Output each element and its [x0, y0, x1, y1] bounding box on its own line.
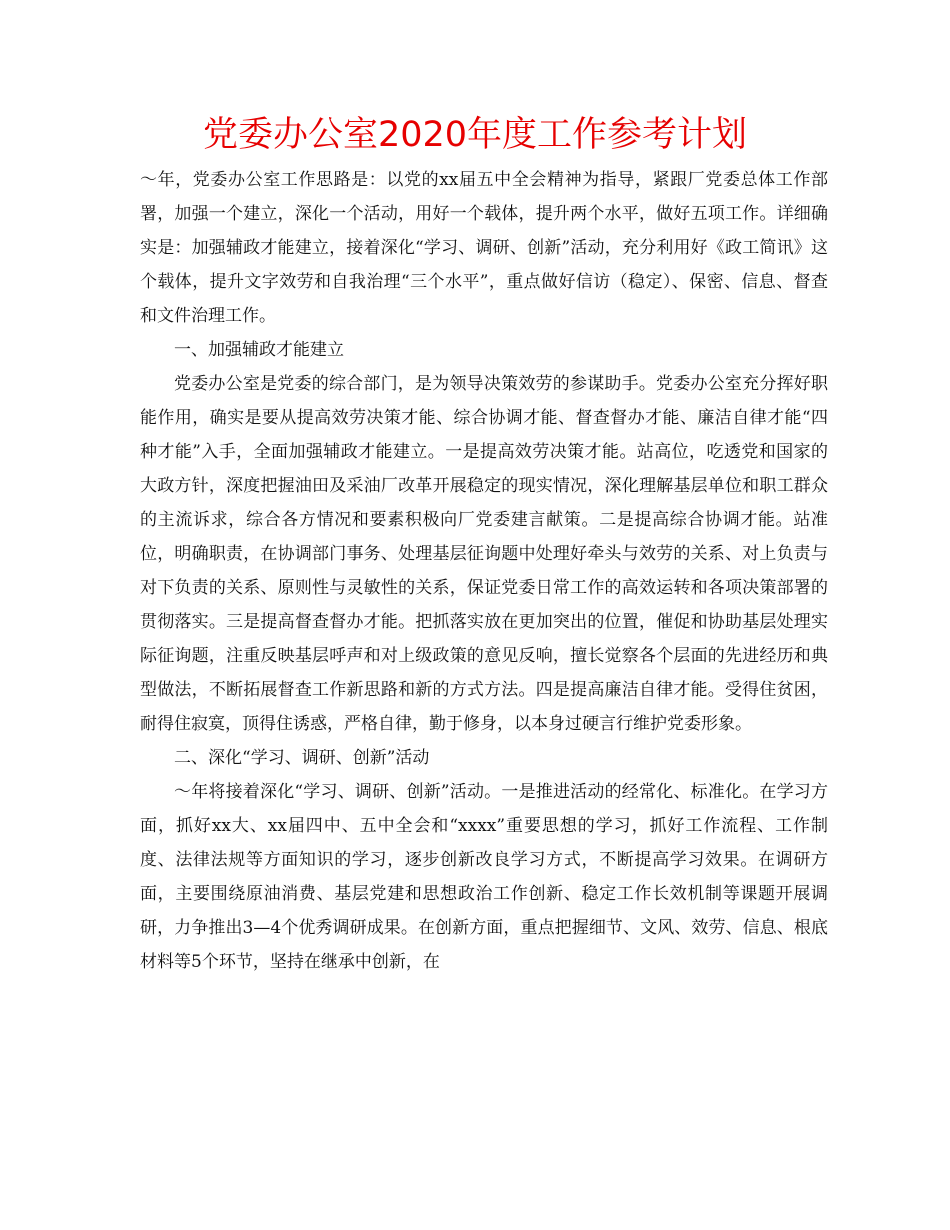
document-body [140, 163, 828, 979]
paragraph-intro: ～年，党委办公室工作思路是：以党的xx届五中全会精神为指导，紧跟厂党委总体工作部署，加强一个建立，深化一个活动，用好一个载体，提升两个水平，做好五项工作。详细确实是：加强辅政才能建立，接着深化“学习、调研、创新”活动，充分利用好《政工简讯》这个载体，提升文字效劳和自我治理“三个水平”，重点做好信访（稳定）、保密、信息、督查和文件治理工作。 [140, 170, 828, 326]
section-heading-2: 二、深化“学习、调研、创新”活动 [174, 748, 430, 768]
paragraph-section-2: ～年将接着深化“学习、调研、创新”活动。一是推进活动的经常化、标准化。在学习方面，抓好xx大、xx届四中、五中全会和“xxxx”重要思想的学习，抓好工作流程、工作制度、法律法规等方面知识的学习，逐步创新改良学习方式，不断提高学习效果。在调研方面，主要围绕原油消费、基层党建和思想政治工作创新、稳定工作长效机制等课题开展调研，力争推出3—4个优秀调研成果。在创新方面，重点把握细节、文风、效劳、信息、根底材料等5个环节，坚持在继承中创新，在 [140, 782, 828, 972]
section-heading-1: 一、加强辅政才能建立 [174, 340, 344, 360]
document-title: 党委办公室2020年度工作参考计划 [202, 115, 748, 155]
paragraph-section-1: 党委办公室是党委的综合部门，是为领导决策效劳的参谋助手。党委办公室充分挥好职能作用，确实是要从提高效劳决策才能、综合协调才能、督查督办才能、廉洁自律才能“四种才能”入手，全面加强辅政才能建立。一是提高效劳决策才能。站高位，吃透党和国家的大政方针，深度把握油田及采油厂改革开展稳定的现实情况，深化理解基层单位和职工群众的主流诉求，综合各方情况和要素积极向厂党委建言献策。二是提高综合协调才能。站准位，明确职责，在协调部门事务、处理基层征询题中处理好牵头与效劳的关系、对上负责与对下负责的关系、原则性与灵敏性的关系，保证党委日常工作的高效运转和各项决策部署的贯彻落实。三是提高督查督办才能。把抓落实放在更加突出的位置，催促和协助基层处理实际征询题，注重反映基层呼声和对上级政策的意见反响，擅长觉察各个层面的先进经历和典型做法，不断拓展督查工作新思路和新的方式方法。四是提高廉洁自律才能。受得住贫困，耐得住寂寞，顶得住诱惑，严格自律，勤于修身，以本身过硬言行维护党委形象。 [140, 374, 828, 734]
